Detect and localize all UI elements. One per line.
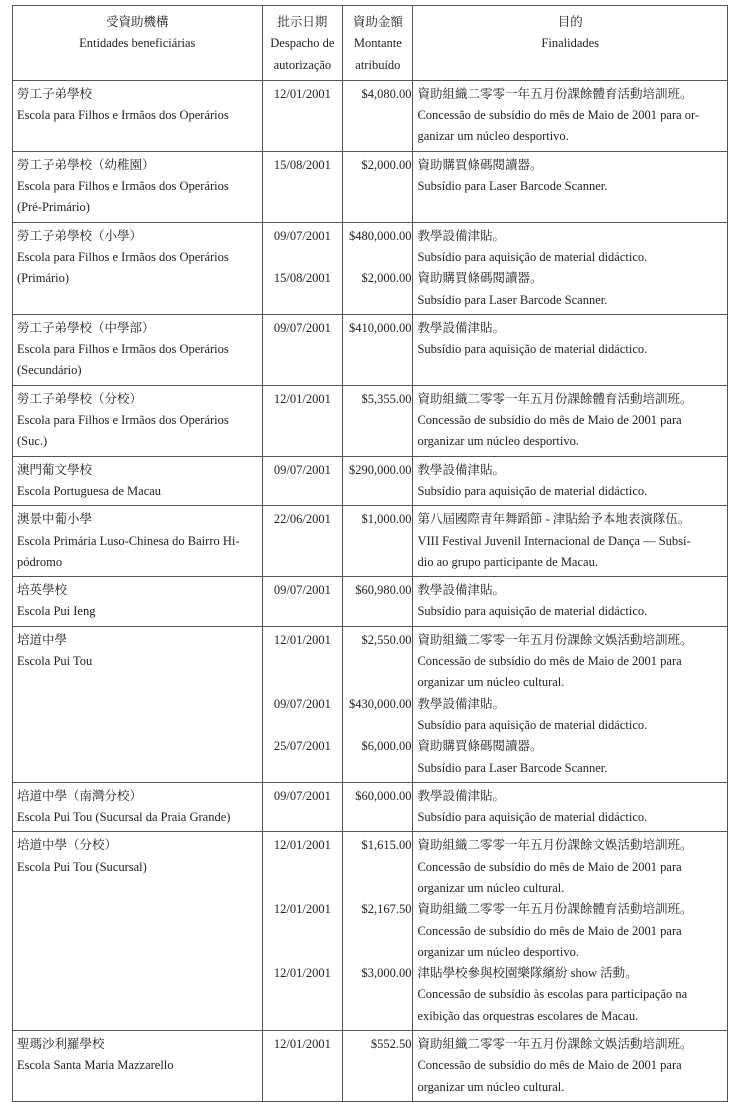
purpose-entry [417,963,723,1027]
amount-text: $290,000.00 [348,462,412,477]
entity-name-line: 勞工子弟學校（幼稚園） [17,157,155,172]
approval-date [267,509,339,573]
approval-date-text: 12/01/2001 [273,632,331,647]
purpose-cell [413,222,728,314]
purpose-line: 津貼學校參與校園樂隊繽紛 show 活動。 [417,966,638,981]
amount-text: $60,000.00 [355,788,412,803]
purpose-line: VIII Festival Juvenil Internacional de Dança — Subsí- [417,533,691,548]
date-cell [262,80,343,151]
entity-name-line: pódromo [17,554,63,569]
table-row [13,577,728,627]
purpose-entry [417,318,723,361]
entity-name-line: Escola para Filhos e Irmãos dos Operários [17,108,229,123]
approval-date-text: 09/07/2001 [273,583,331,598]
amount-granted [347,694,411,737]
amount-cell [343,456,413,506]
purpose-line: 資助購買條碼閱讀器。 [417,739,543,754]
table-row [13,385,728,456]
entity-cell [13,577,263,627]
header-entity [13,6,263,81]
purpose-cell [413,782,728,832]
approval-date [267,580,339,623]
header-purpose [413,6,728,81]
date-cell [262,151,343,222]
approval-date [267,899,339,963]
purpose-line: Subsídio para aquisição de material didáctico. [417,249,648,264]
table-row [13,506,728,577]
approval-date [267,963,339,1027]
purpose-line: exibição das orquestras escolares de Macau. [417,1008,639,1023]
entity-name-line: 勞工子弟學校（分校） [17,391,143,406]
date-cell [262,577,343,627]
table-row [13,151,728,222]
amount-granted [347,899,411,963]
purpose-line: Concessão de subsídio às escolas para participação na [417,987,688,1002]
purpose-entry [417,694,723,737]
entity-cell [13,506,263,577]
purpose-entry [417,899,723,963]
table-row [13,80,728,151]
table-row [13,626,728,782]
entity-name-line: Escola para Filhos e Irmãos dos Operários [17,179,229,194]
approval-date [267,155,339,198]
entity-cell [13,1031,263,1102]
purpose-line: 資助購買條碼閱讀器。 [417,157,543,172]
purpose-entry [417,84,723,148]
amount-granted [347,84,411,148]
amount-granted [347,1034,411,1098]
purpose-line: dio ao grupo participante de Macau. [417,554,598,569]
amount-cell [343,80,413,151]
amount-granted [347,226,411,269]
approval-date [267,268,339,311]
header-date-pt-2: autorização [273,57,332,72]
approval-date-text: 15/08/2001 [273,271,331,286]
approval-date [267,389,339,453]
header-purpose-zh: 目的 [557,15,583,29]
purpose-line: Concessão de subsídio do mês de Maio de 2001 para or- [417,108,700,123]
approval-date-text: 12/01/2001 [273,838,331,853]
amount-granted [347,786,411,829]
entity-name-line: 培道中學（分校） [17,838,118,853]
entity-name-line: Escola para Filhos e Irmãos dos Operários [17,413,229,428]
purpose-line: 資助組織二零零一年五月份課餘體育活動培訓班。 [417,86,693,101]
amount-cell [343,577,413,627]
approval-date [267,460,339,503]
amount-text: $60,980.00 [355,583,412,598]
amount-granted [347,460,411,503]
entity-cell [13,222,263,314]
purpose-entry [417,509,723,573]
amount-text: $3,000.00 [361,966,412,981]
approval-date-text: 12/01/2001 [273,966,331,981]
entity-name-line: (Primário) [17,271,70,286]
purpose-line: 資助組織二零零一年五月份課餘體育活動培訓班。 [417,391,693,406]
entity-name-line: Escola Pui Tou [17,654,93,669]
purpose-line: 教學設備津貼。 [417,228,505,243]
purpose-cell [413,385,728,456]
purpose-line: 教學設備津貼。 [417,462,505,477]
date-cell [262,314,343,385]
purpose-line: Subsídio para aquisição de material didáctico. [417,604,648,619]
entity-cell [13,151,263,222]
purpose-line: Subsídio para aquisição de material didáctico. [417,342,648,357]
entity-cell [13,456,263,506]
amount-granted [347,630,411,694]
entity-name-line: (Pré-Primário) [17,200,90,215]
purpose-line: Concessão de subsídio do mês de Maio de 2001 para [417,923,682,938]
entity-name-line: 澳門葡文學校 [17,462,93,477]
purpose-cell [413,456,728,506]
header-amount-zh: 資助金額 [352,15,403,29]
amount-cell [343,506,413,577]
entity-name-line: 勞工子弟學校 [17,86,93,101]
amount-text: $552.50 [370,1037,412,1052]
entity-name-line: 培道中學 [17,632,68,647]
amount-text: $6,000.00 [361,739,412,754]
amount-granted [347,835,411,899]
header-amount [343,6,413,81]
amount-granted [347,736,411,779]
entity-name-line: 培英學校 [17,583,68,598]
approval-date [267,1034,339,1098]
header-amount-pt-1: Montante [353,36,402,51]
amount-text: $1,615.00 [361,838,412,853]
approval-date [267,835,339,899]
amount-cell [343,832,413,1031]
amount-granted [347,509,411,573]
purpose-line: 資助組織二零零一年五月份課餘文娛活動培訓班。 [417,838,693,853]
amount-granted [347,389,411,453]
amount-text: $2,167.50 [361,902,412,917]
amount-granted [347,155,411,198]
entity-name-line: 勞工子弟學校（小學） [17,228,143,243]
approval-date-text: 12/01/2001 [273,391,331,406]
amount-text: $2,550.00 [361,632,412,647]
header-date-zh: 批示日期 [277,15,328,29]
purpose-line: Subsídio para aquisição de material didáctico. [417,810,648,825]
purpose-line: 教學設備津貼。 [417,788,505,803]
table-body [13,80,728,1101]
purpose-line: Subsídio para Laser Barcode Scanner. [417,760,608,775]
amount-granted [347,268,411,311]
approval-date-text: 12/01/2001 [273,1037,331,1052]
header-entity-zh: 受資助機構 [106,15,169,29]
amount-cell [343,626,413,782]
approval-date [267,84,339,148]
entity-cell [13,782,263,832]
amount-cell [343,222,413,314]
amount-text: $5,355.00 [361,391,412,406]
entity-name-line: Escola para Filhos e Irmãos dos Operários [17,342,229,357]
approval-date-text: 09/07/2001 [273,228,331,243]
purpose-line: Subsídio para Laser Barcode Scanner. [417,179,608,194]
purpose-line: 資助組織二零零一年五月份課餘文娛活動培訓班。 [417,632,693,647]
amount-granted [347,318,411,361]
purpose-line: organizar um núcleo desportivo. [417,434,579,449]
purpose-entry [417,736,723,779]
purpose-line: Concessão de subsídio do mês de Maio de 2001 para [417,654,682,669]
approval-date [267,736,339,779]
approval-date-text: 09/07/2001 [273,788,331,803]
purpose-cell [413,1031,728,1102]
entity-name-line: 培道中學（南灣分校） [17,788,143,803]
approval-date-text: 09/07/2001 [273,320,331,335]
amount-cell [343,385,413,456]
amount-granted [347,580,411,623]
purpose-cell [413,506,728,577]
entity-cell [13,626,263,782]
amount-text: $430,000.00 [348,696,412,711]
date-cell [262,1031,343,1102]
purpose-cell [413,80,728,151]
table-row [13,456,728,506]
entity-name-line: (Suc.) [17,434,48,449]
purpose-entry [417,630,723,694]
entity-name-line: Escola Primária Luso-Chinesa do Bairro Hi- [17,533,240,548]
entity-name-line: Escola Santa Maria Mazzarello [17,1058,174,1073]
approval-date [267,694,339,737]
purpose-line: 資助購買條碼閱讀器。 [417,271,543,286]
purpose-line: Subsídio para aquisição de material didáctico. [417,483,648,498]
amount-text: $2,000.00 [361,157,412,172]
header-amount-pt-2: atribuído [355,57,401,72]
date-cell [262,222,343,314]
date-cell [262,626,343,782]
header-entity-pt: Entidades beneficiárias [79,36,196,51]
purpose-line: Subsídio para aquisição de material didáctico. [417,717,648,732]
amount-text: $480,000.00 [348,228,412,243]
date-cell [262,832,343,1031]
entity-name-line: 聖瑪沙利羅學校 [17,1037,105,1052]
purpose-line: organizar um núcleo desportivo. [417,944,579,959]
purpose-line: Concessão de subsídio do mês de Maio de 2001 para [417,413,682,428]
entity-name-line: Escola Portuguesa de Macau [17,483,162,498]
purpose-entry [417,226,723,269]
purpose-line: Subsídio para Laser Barcode Scanner. [417,292,608,307]
approval-date-text: 15/08/2001 [273,157,331,172]
purpose-line: 第八屆國際青年舞蹈節 - 津貼給予本地表演隊伍。 [417,512,691,527]
date-cell [262,506,343,577]
purpose-line: Concessão de subsídio do mês de Maio de 2001 para [417,1058,682,1073]
amount-cell [343,151,413,222]
purpose-entry [417,268,723,311]
purpose-cell [413,314,728,385]
date-cell [262,385,343,456]
table-header-row [13,6,728,81]
entity-name-line: Escola para Filhos e Irmãos dos Operários [17,249,229,264]
purpose-cell [413,577,728,627]
amount-cell [343,314,413,385]
approval-date-text: 12/01/2001 [273,902,331,917]
purpose-entry [417,1034,723,1098]
approval-date-text: 09/07/2001 [273,462,331,477]
purpose-entry [417,835,723,899]
approval-date-text: 09/07/2001 [273,696,331,711]
purpose-entry [417,786,723,829]
purpose-line: ganizar um núcleo desportivo. [417,129,569,144]
table-row [13,832,728,1031]
purpose-line: 教學設備津貼。 [417,320,505,335]
purpose-cell [413,151,728,222]
purpose-line: organizar um núcleo cultural. [417,1079,565,1094]
approval-date [267,226,339,269]
approval-date [267,318,339,361]
entity-name-line: 勞工子弟學校（中學部） [17,320,155,335]
purpose-entry [417,460,723,503]
purpose-cell [413,626,728,782]
amount-text: $410,000.00 [348,320,412,335]
date-cell [262,782,343,832]
approval-date [267,786,339,829]
approval-date [267,630,339,694]
entity-cell [13,832,263,1031]
purpose-line: 教學設備津貼。 [417,583,505,598]
header-date-pt-1: Despacho de [270,36,335,51]
purpose-cell [413,832,728,1031]
entity-name-line: Escola Pui Ieng [17,604,96,619]
entity-name-line: Escola Pui Tou (Sucursal) [17,859,147,874]
entity-name-line: 澳景中葡小學 [17,512,93,527]
table-row [13,1031,728,1102]
header-purpose-pt: Finalidades [541,36,600,51]
entity-cell [13,80,263,151]
purpose-entry [417,155,723,198]
purpose-line: organizar um núcleo cultural. [417,675,565,690]
amount-cell [343,1031,413,1102]
amount-text: $1,000.00 [361,512,412,527]
header-date [262,6,343,81]
table-row [13,222,728,314]
purpose-entry [417,580,723,623]
purpose-line: organizar um núcleo cultural. [417,880,565,895]
purpose-entry [417,389,723,453]
table-row [13,782,728,832]
amount-text: $2,000.00 [361,271,412,286]
entity-cell [13,314,263,385]
amount-cell [343,782,413,832]
approval-date-text: 25/07/2001 [273,739,331,754]
approval-date-text: 12/01/2001 [273,86,331,101]
approval-date-text: 22/06/2001 [273,512,331,527]
amount-text: $4,080.00 [361,86,412,101]
entity-cell [13,385,263,456]
purpose-line: 資助組織二零零一年五月份課餘體育活動培訓班。 [417,902,693,917]
entity-name-line: Escola Pui Tou (Sucursal da Praia Grande) [17,810,231,825]
entity-name-line: (Secundário) [17,363,82,378]
purpose-line: 教學設備津貼。 [417,696,505,711]
amount-granted [347,963,411,1027]
table-row [13,314,728,385]
grants-table [12,5,728,1102]
purpose-line: 資助組織二零零一年五月份課餘文娛活動培訓班。 [417,1037,693,1052]
date-cell [262,456,343,506]
purpose-line: Concessão de subsídio do mês de Maio de 2001 para [417,859,682,874]
